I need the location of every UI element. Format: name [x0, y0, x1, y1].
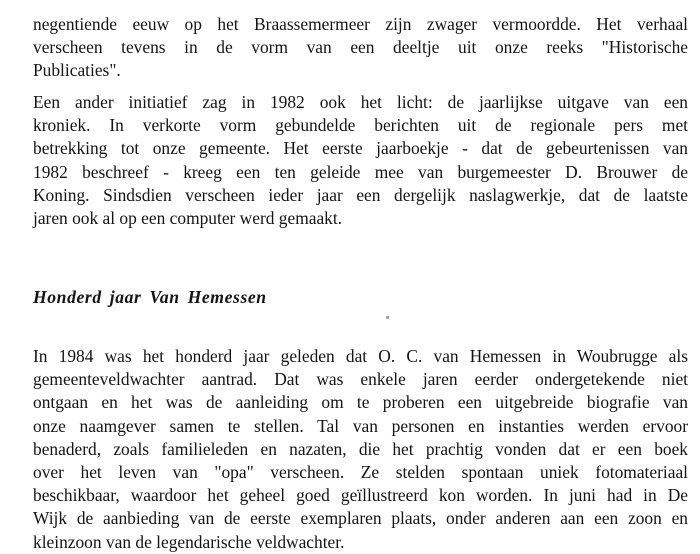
text-line: kroniek. In verkorte vorm gebundelde berichten uit de regionale pers met [33, 115, 688, 136]
section-heading: Honderd jaar Van Hemessen [33, 287, 267, 307]
text-line: negentiende eeuw op het Braassemermeer zijn zwager vermoordde. Het verhaal [33, 14, 688, 34]
text-line: onze naamgever samen te stellen. Tal van personen en instanties werden ervoor [33, 415, 688, 436]
text-line: Koning. Sindsdien verscheen ieder jaar een dergelijk naslagwerkje, dat de laatste [33, 184, 688, 205]
text-line: over het leven van "opa" verscheen. Ze stelden spontaan uniek fotomateriaal [33, 462, 688, 483]
text-line: benaderd, zoals familieleden en nazaten, die het prachtig vonden dat er een boek [33, 438, 688, 459]
text-line: Wijk de aanbieding van de eerste exemplaren plaats, onder anderen aan een zoon en [33, 508, 688, 529]
text-line: gemeenteveldwachter aantrad. Dat was enkele jaren eerder ondergetekende niet [33, 369, 688, 390]
text-line: 1982 beschreef - kreeg een ten geleide mee van burgemeester D. Brouwer de [33, 161, 688, 182]
text-line: verscheen tevens in de vorm van een deeltje uit onze reeks "Historische [33, 37, 688, 58]
text-line: Publicaties". [33, 60, 121, 81]
scan-speck [386, 316, 389, 319]
text-line: jaren ook al op een computer werd gemaakt. [33, 208, 343, 229]
text-line: beschikbaar, waardoor het geheel goed geïllustreerd kon worden. In juni had in De [33, 485, 688, 506]
paragraph-kroniek [33, 91, 688, 230]
text-line: kleinzoon van de legendarische veldwachter. [33, 531, 345, 552]
text-line: ontgaan en het was de aanleiding om te proberen een uitgebreide biografie van [33, 392, 688, 413]
paragraph-braassemermeer [33, 13, 688, 83]
text-line: betrekking tot onze gemeente. Het eerste jaarboekje - dat de gebeurtenissen van [33, 138, 688, 159]
text-line: In 1984 was het honderd jaar geleden dat O. C. van Hemessen in Woubrugge als [33, 346, 688, 366]
text-line: Een ander initiatief zag in 1982 ook het licht: de jaarlijkse uitgave van een [33, 92, 688, 112]
paragraph-van-hemessen [33, 345, 688, 554]
